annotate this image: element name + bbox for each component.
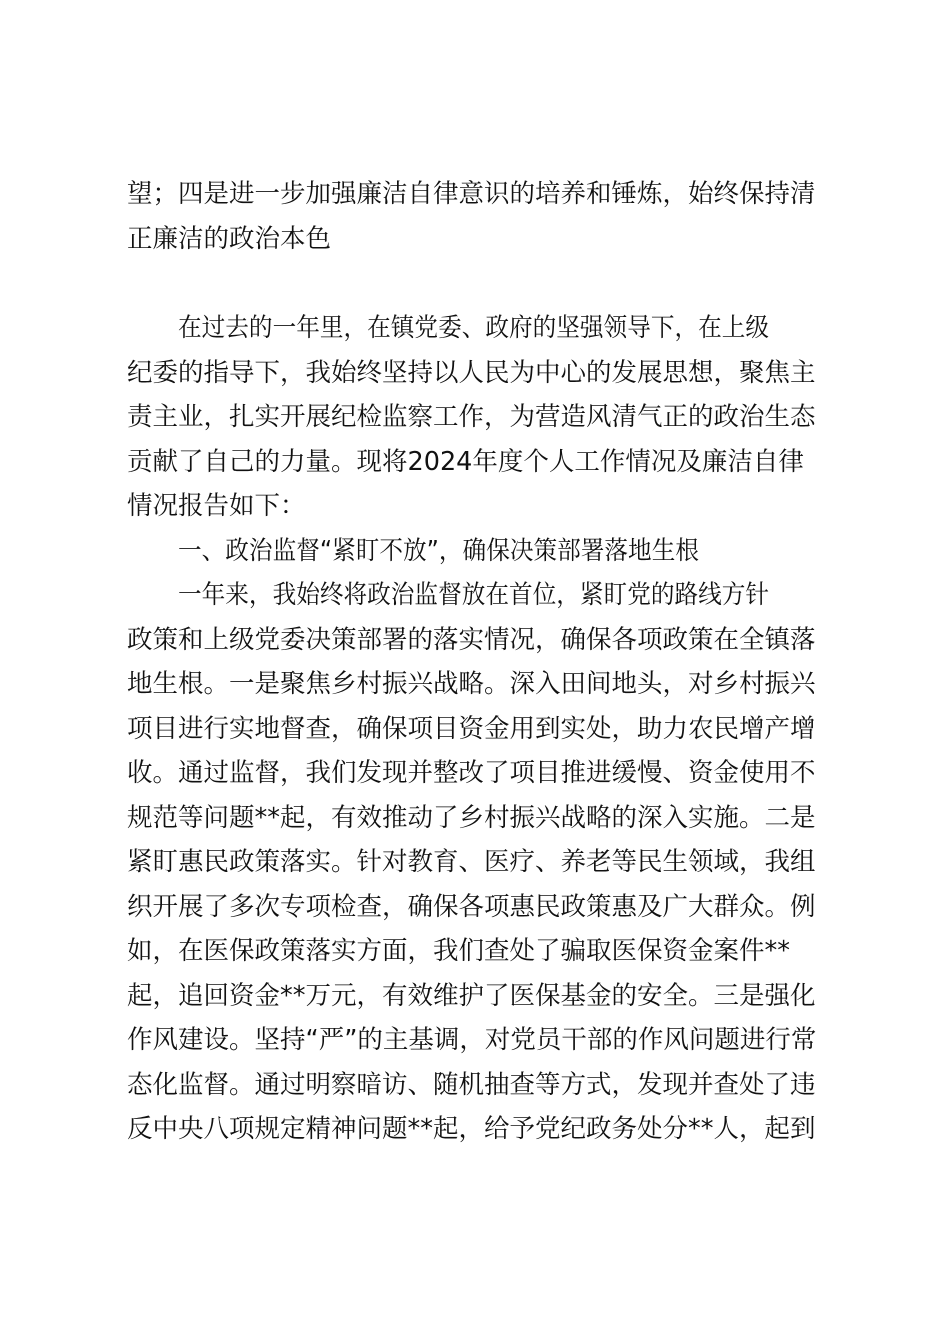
text-line: 正廉洁的政治本色 — [127, 224, 332, 254]
text-line: 紧盯惠民政策落实。针对教育、医疗、养老等民生领域，我组 — [127, 847, 816, 877]
text-line: 纪委的指导下，我始终坚持以人民为中心的发展思想，聚焦主 — [127, 358, 816, 388]
text-line: 责主业，扎实开展纪检监察工作，为营造风清气正的政治生态 — [127, 402, 816, 432]
text-line: 态化监督。通过明察暗访、随机抽查等方式，发现并查处了违 — [127, 1070, 816, 1100]
text-line: 政策和上级党委决策部署的落实情况，确保各项政策在全镇落 — [127, 625, 816, 655]
text-line: 如，在医保政策落实方面，我们查处了骗取医保资金案件** — [127, 936, 791, 966]
text-line: 望；四是进一步加强廉洁自律意识的培养和锤炼，始终保持清 — [127, 179, 816, 209]
text-line: 作风建设。坚持“严”的主基调，对党员干部的作风问题进行常 — [127, 1025, 817, 1055]
text-line: 贡献了自己的力量。现将2024年度个人工作情况及廉洁自律 — [127, 447, 804, 477]
text-line: 规范等问题**起，有效推动了乡村振兴战略的深入实施。二是 — [127, 803, 816, 833]
section-heading: 一、政治监督“紧盯不放”，确保决策部署落地生根 — [178, 536, 699, 566]
text-line: 项目进行实地督查，确保项目资金用到实处，助力农民增产增 — [127, 714, 816, 744]
text-line: 情况报告如下： — [127, 491, 306, 521]
text-line: 地生根。一是聚焦乡村振兴战略。深入田间地头，对乡村振兴 — [127, 669, 816, 699]
paragraph-first-line: 在过去的一年里，在镇党委、政府的坚强领导下，在上级 — [178, 313, 770, 343]
text-line: 反中央八项规定精神问题**起，给予党纪政务处分**人，起到 — [127, 1114, 816, 1144]
text-line: 起，追回资金**万元，有效维护了医保基金的安全。三是强化 — [127, 981, 816, 1011]
text-line: 织开展了多次专项检查，确保各项惠民政策惠及广大群众。例 — [127, 892, 816, 922]
paragraph-first-line: 一年来，我始终将政治监督放在首位，紧盯党的路线方针 — [178, 580, 770, 610]
text-line: 收。通过监督，我们发现并整改了项目推进缓慢、资金使用不 — [127, 758, 816, 788]
